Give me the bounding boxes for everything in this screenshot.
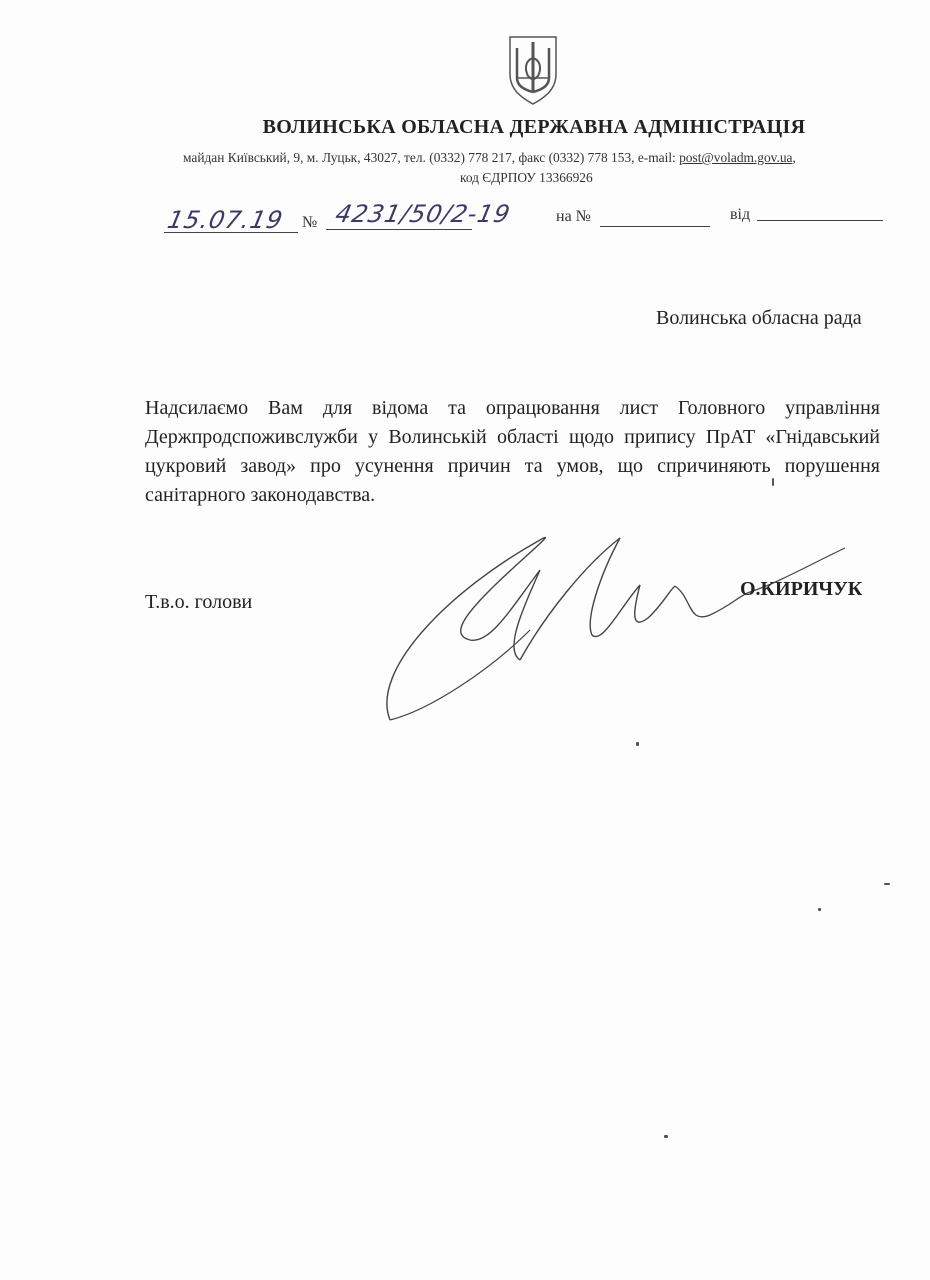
reply-to-label: на № <box>556 208 591 225</box>
registration-number: 4231/50/2-19 <box>333 200 514 228</box>
tryzub-coat-of-arms-icon <box>506 34 560 106</box>
scan-speck <box>636 742 639 746</box>
number-label: № <box>302 214 318 231</box>
from-underline <box>757 220 883 221</box>
signer-position: Т.в.о. голови <box>145 591 253 613</box>
addressee: Волинська обласна рада <box>656 307 862 329</box>
scan-speck <box>884 883 890 885</box>
letter-body: Надсилаємо Вам для відома та опрацювання лист Головного управління Держпродспоживслужби у Волинській області щодо припису ПрАТ «Гнідавський цукровий завод» про усунення причин та умов, що спричиняють порушення санітарного законодавства. <box>145 397 880 506</box>
from-label: від <box>730 206 751 223</box>
scan-speck <box>772 478 774 486</box>
address-text: майдан Київський, 9, м. Луцьк, 43027, тел. (0332) 778 217, факс (0332) 778 153, e-mail: <box>183 150 680 165</box>
number-underline <box>326 229 472 230</box>
organization-name: ВОЛИНСЬКА ОБЛАСНА ДЕРЖАВНА АДМІНІСТРАЦІЯ <box>262 116 806 138</box>
email-link[interactable]: post@voladm.gov.ua <box>679 150 793 165</box>
handwritten-signature <box>370 520 863 740</box>
signer-name: О.КИРИЧУК <box>740 578 863 600</box>
scan-speck <box>664 1135 668 1138</box>
date-underline <box>164 232 298 233</box>
scan-speck <box>818 908 821 911</box>
registration-date: 15.07.19 <box>165 206 286 234</box>
organization-address <box>183 150 796 166</box>
edrpou-code: код ЄДРПОУ 13366926 <box>460 170 593 185</box>
reply-to-underline <box>600 226 710 227</box>
address-suffix: , <box>792 150 796 165</box>
